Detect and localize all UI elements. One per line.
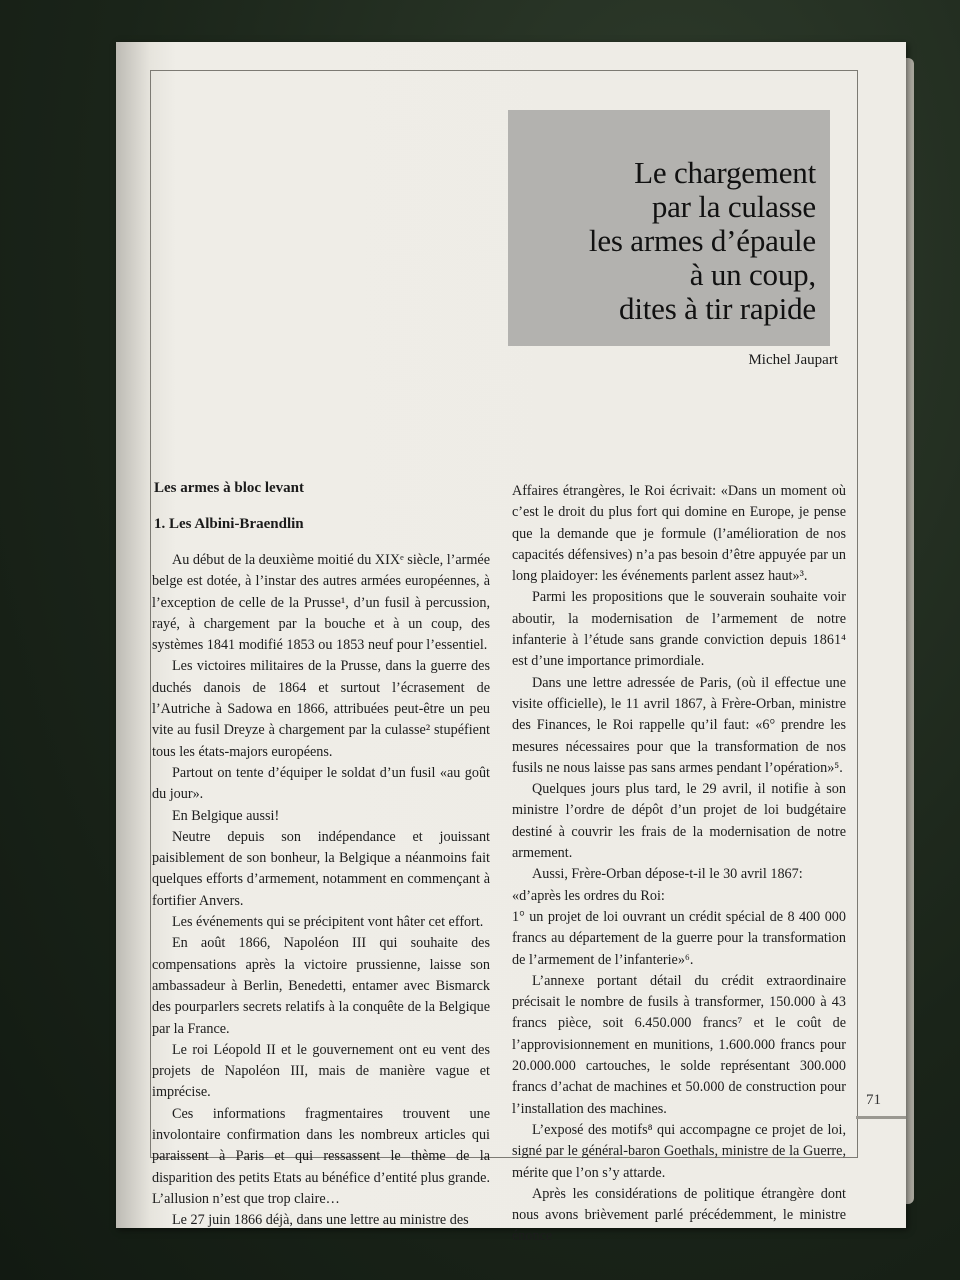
article-title xyxy=(589,156,816,326)
title-line: à un coup, xyxy=(689,257,816,292)
paragraph: En Belgique aussi! xyxy=(172,807,280,824)
page-number-rule xyxy=(856,1116,906,1119)
paragraph: Partout on tente d’équiper le soldat d’un fusil «au goût du jour». xyxy=(152,764,490,803)
title-line: par la culasse xyxy=(651,189,816,224)
right-column xyxy=(512,481,846,1248)
paragraph: Parmi les propositions que le souverain souhaite voir aboutir, la modernisation de l’armement de notre infanterie à l’étude sans grande conviction depuis 1861⁴ est d’une importance primordiale. xyxy=(512,589,846,670)
title-line: dites à tir rapide xyxy=(619,291,816,326)
paragraph: «d’après les ordres du Roi: xyxy=(512,887,665,904)
paragraph: En août 1866, Napoléon III qui souhaite des compensations après la victoire prussienne, laisse son ambassadeur à Berlin, Benedetti, entamer avec Bismarck des pourparlers secrets relatifs à la conquête de la Belgique par la France. xyxy=(152,935,490,1037)
paragraph: Les événements qui se précipitent vont hâter cet effort. xyxy=(172,914,484,931)
title-line: Le chargement xyxy=(634,155,816,190)
paragraph: Au début de la deuxième moitié du XIXᵉ siècle, l’armée belge est dotée, à l’instar des autres armées européennes, à l’exception de celle de la Prusse¹, d’un fusil à percussion, rayé, à chargement par la bouche et à un coup, des systèmes 1841 modifié 1853 ou 1853 neuf pour l’essentiel. xyxy=(152,552,491,654)
page-number: 71 xyxy=(866,1092,881,1108)
paragraph: Après les considérations de politique étrangère dont nous avons brièvement parlé précédemment, le ministre énonce xyxy=(512,1185,846,1245)
paragraph: 1° un projet de loi ouvrant un crédit spécial de 8 400 000 francs au département de la guerre pour la transformation de l’armement de l’infanterie»⁶. xyxy=(512,908,846,968)
paragraph: L’exposé des motifs⁸ qui accompagne ce projet de loi, signé par le général-baron Goethals, ministre de la Guerre, mérite que l’on s’y attarde. xyxy=(512,1121,846,1181)
paragraph: Ces informations fragmentaires trouvent une involontaire confirmation dans les nombreux articles qui paraissent à Paris et qui ressassent le thème de la disparition des petits Etats au bénéfice d’entité plus grande. L’allusion n’est que trop claire… xyxy=(152,1105,490,1207)
paragraph: Le 27 juin 1866 déjà, dans une lettre au ministre des xyxy=(172,1212,469,1229)
paragraph: Les victoires militaires de la Prusse, dans la guerre des duchés danois de 1864 et surtout l’écrasement de l’Autriche à Sadowa en 1866, attribuées peut-être un peu vite au fusil Dreyze à chargement par la culasse² stupéfient tous les états-majors européens. xyxy=(152,658,490,760)
paragraph: Neutre depuis son indépendance et jouissant paisiblement de son bonheur, la Belgique a néanmoins fait quelques efforts d’armement, notamment en commençant à fortifier Anvers. xyxy=(152,828,490,909)
paragraph: L’annexe portant détail du crédit extraordinaire précisait le nombre de fusils à transformer, 150.000 à 43 francs pièce, soit 6.450.000 francs⁷ et le coût de l’approvisionnement en munitions, 1.600.000 francs pour 20.000.000 cartouches, le solde représentant 300.000 francs d’achat de machines et 50.000 de construction pour l’installation des machines. xyxy=(512,972,846,1117)
paragraph: Le roi Léopold II et le gouvernement ont eu vent des projets de Napoléon III, mais de manière vague et imprécise. xyxy=(152,1041,490,1101)
paragraph: Aussi, Frère-Orban dépose-t-il le 30 avril 1867: xyxy=(532,866,803,883)
paragraph: Quelques jours plus tard, le 29 avril, il notifie à son ministre l’ordre de dépôt d’un projet de loi budgétaire destiné à couvrir les frais de la modernisation de notre armement. xyxy=(512,781,846,862)
section-heading: Les armes à bloc levant xyxy=(154,480,304,496)
title-block xyxy=(508,110,830,346)
paragraph: Affaires étrangères, le Roi écrivait: «Dans un moment où c’est le droit du plus fort qui domine en Europe, je pense que la demande que je formule (l’amélioration de nos capacités défensives) n’a pas besoin d’être appuyée par un long plaidoyer: les événements parlent assez haut»³. xyxy=(512,483,846,585)
author-name: Michel Jaupart xyxy=(748,352,838,368)
subsection-heading: 1. Les Albini-Braendlin xyxy=(154,516,304,532)
paragraph: Dans une lettre adressée de Paris, (où il effectue une visite officielle), le 11 avril 1867, à Frère-Orban, ministre des Finances, le Roi rappelle qu’il faut: «6° prendre les mesures nécessaires pour que la transformation de nos fusils ne nous laisse pas sans armes pendant l’opération»⁵. xyxy=(512,674,846,776)
left-column xyxy=(152,550,490,1232)
title-line: les armes d’épaule xyxy=(588,223,816,258)
